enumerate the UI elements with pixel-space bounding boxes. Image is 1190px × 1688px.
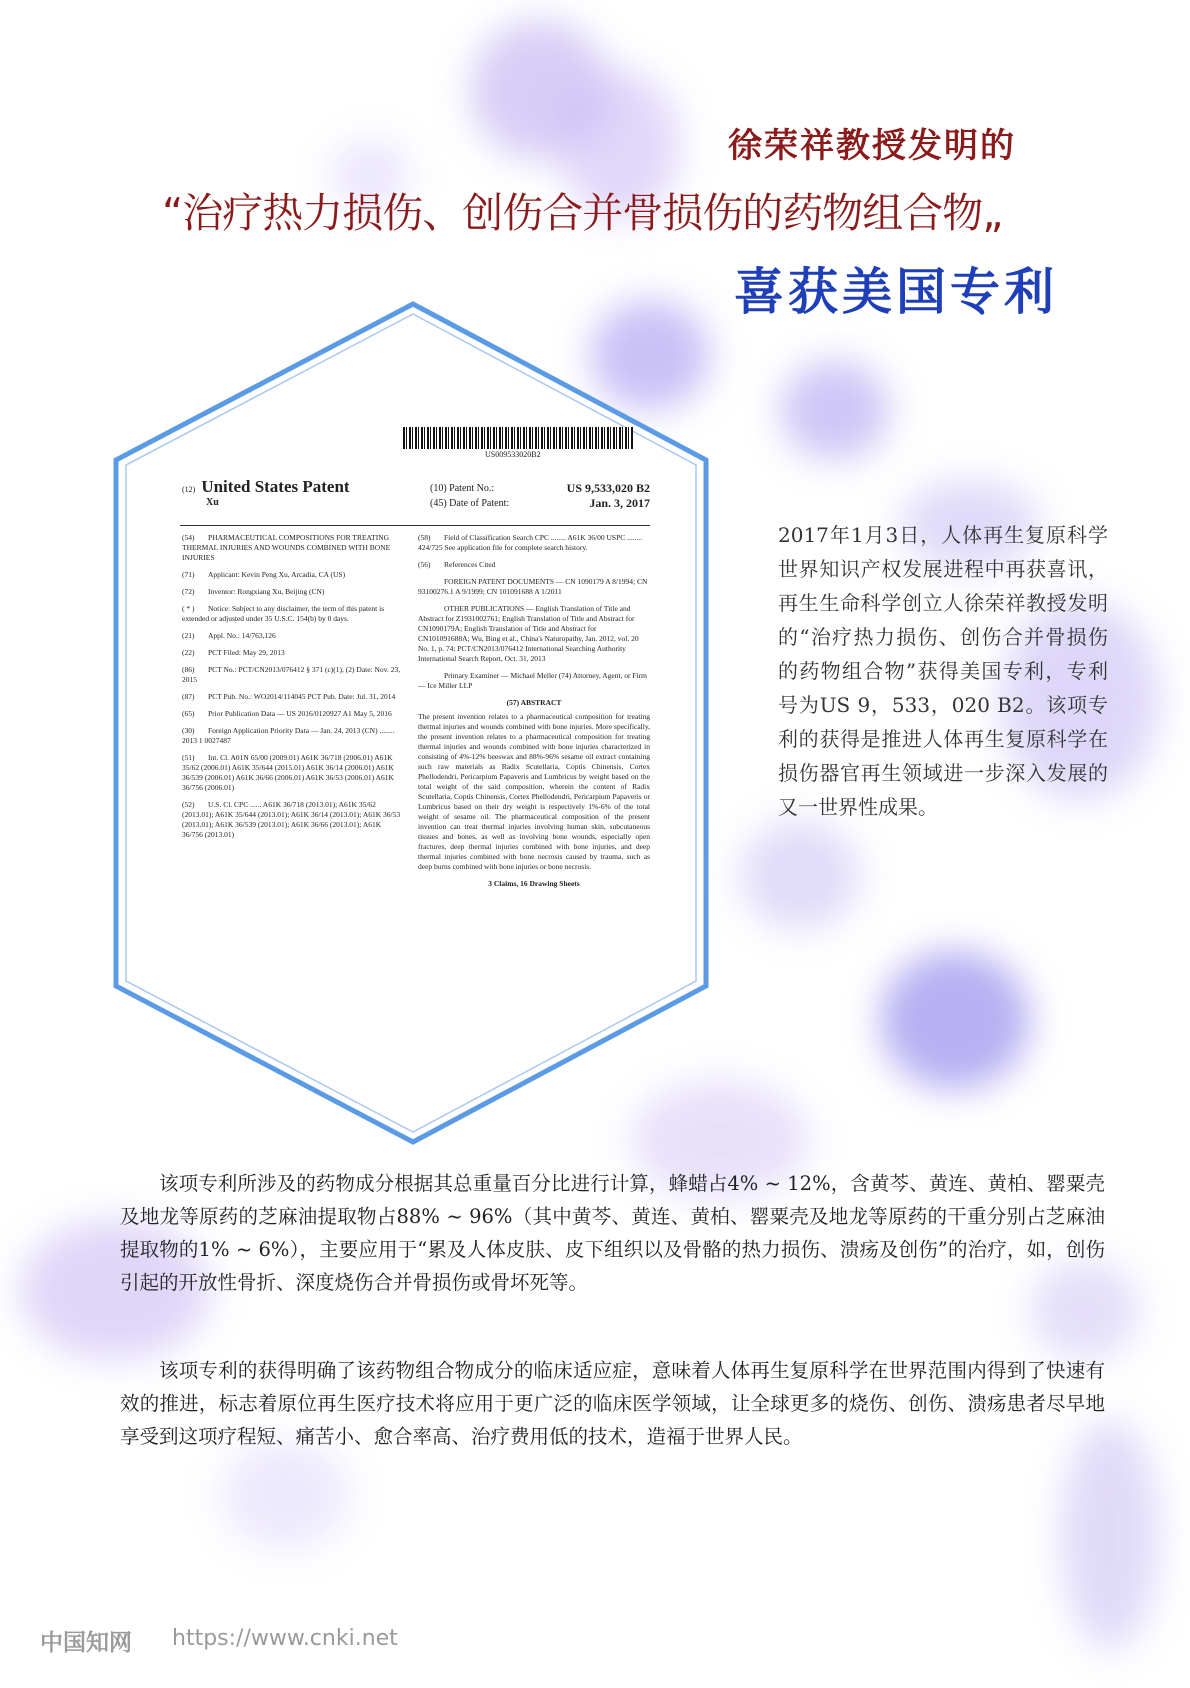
bg-blob (220, 1440, 350, 1550)
body-paragraph-2: 该项专利的获得明确了该药物组合物成分的临床适应症，意味着人体再生复原科学在世界范围内得到了快速有效的推进，标志着原位再生医疗技术将应用于更广泛的临床医学领域，让全球更多的烧伤、创伤、溃疡患者尽早地享受到这项疗程短、痛苦小、愈合率高、治疗费用低的技术，造福于世界人民。 (120, 1359, 1105, 1448)
title-line-1: 徐荣祥教授发明的 (728, 126, 1016, 166)
left-entry: (86) PCT No.: PCT/CN2013/076412 § 371 (c)(1), (2) Date: Nov. 23, 2015 (182, 665, 401, 684)
barcode (403, 427, 633, 449)
bg-blob (880, 950, 1030, 1090)
left-entry: (51) Int. Cl. A01N 65/00 (2009.01) A61K 36/718 (2006.01) A61K 35/62 (2006.01) A61K 35/644 (2015.01) A61K 36/14 (2006.01) A61K 36/539 (2006.01) A61K 36/66 (2006.01) A61K 36/53 (2006.01) A61K 36/756 (2006.01) (182, 753, 394, 792)
barcode-number: US009533020B2 (485, 450, 541, 459)
left-entry: ( * ) Notice: Subject to any disclaimer, the term of this patent is extended or adjusted under 35 U.S.C. 154(b) by 0 days. (182, 604, 385, 623)
left-entry: (87) PCT Pub. No.: WO2014/114045 PCT Pub. Date: Jul. 31, 2014 (182, 692, 396, 701)
right-entry: Primary Examiner — Michael Meller (74) Attorney, Agent, or Firm — Ice Miller LLP (418, 671, 648, 690)
left-entry: (22) PCT Filed: May 29, 2013 (182, 648, 285, 657)
left-entry: (54) PHARMACEUTICAL COMPOSITIONS FOR TREATING THERMAL INJURIES AND WOUNDS COMBINED WITH BONE INJURIES (182, 533, 391, 562)
heading-text: United States Patent (201, 477, 350, 496)
bg-blob (1060, 1420, 1160, 1650)
cnki-logo: 中国知网 (40, 1630, 132, 1656)
left-entry: (21) Appl. No.: 14/763,126 (182, 631, 276, 640)
heading-code: (12) (182, 485, 196, 494)
patent-date: Jan. 3, 2017 (589, 496, 650, 510)
right-entry: (56) References Cited (418, 560, 496, 569)
left-entry: (30) Foreign Application Priority Data — Jan. 24, 2013 (CN) ........ 2013 1 0027487 (182, 726, 395, 745)
abstract-text: The present invention relates to a pharmaceutical composition for treating thermal injuries and wounds combined with bone injuries. More specifically, the present invention relates to a pharmaceutical composition for treating thermal injuries and wounds combined with bone injuries characterized in consisting of 4%-12% beeswax and 88%-96% sesame oil extract containing such raw materials as Radix Scutellaria, Coptis Chinensis, Cortex Phellodendri, Pericarpium Papaveris and Lumbricus by weight based on the total weight of the said composition, wherein the content of Radix Scutellaria, Coptis Chinensis, Cortex Phellodendri, Pericarpium Papaveris or Lumbricus based on their dry weight is respectively 1%-6% of the total weight of sesame oil. The pharmaceutical composition of the present invention can treat thermal injuries involving human skin, subcutaneous tissues and bones, as well as involving bone wounds, especially open fractures, deep thermal injuries combined with bone injuries, and deep thermal injuries combined with bone necrosis caused by trauma, such as deep burns combined with bone injuries or bone necrosis. (418, 712, 650, 871)
bg-blob (740, 820, 860, 930)
left-entry: (65) Prior Publication Data — US 2016/0120927 A1 May 5, 2016 (182, 709, 392, 718)
header-rule (180, 525, 650, 526)
right-entry: (58) Field of Classification Search CPC ........ A61K 36/00 USPC ........ 424/725 See application file for complete search history. (418, 533, 643, 552)
left-entry: (71) Applicant: Kevin Peng Xu, Arcadia, CA (US) (182, 570, 346, 579)
date-label: (45) Date of Patent: (430, 498, 510, 509)
title-line-3: 喜获美国专利 (734, 263, 1058, 321)
left-entry: (72) Inventor: Rongxiang Xu, Beijing (CN) (182, 587, 325, 596)
patent-inventor-short: Xu (206, 497, 219, 508)
claims-line: 3 Claims, 16 Drawing Sheets (488, 879, 580, 888)
cnki-url[interactable]: https://www.cnki.net (172, 1626, 398, 1651)
right-entry: OTHER PUBLICATIONS — English Translation of Title and Abstract for Z1931002761; English Translation of Title and Abstract for CN1090179A; English Translation of Title and Abstract for CN101091688A; Wu, Bing et al., China's Naturopathy, Jan. 2012, vol. 20 No. 1, p. 74; PCT/CN2013/076412 International Searching Authority International Search Report, Oct. 31, 2013 (418, 604, 639, 663)
patent-left-column (182, 533, 402, 847)
body-paragraph-1: 该项专利所涉及的药物成分根据其总重量百分比进行计算，蜂蜡占4% ~ 12%，含黄芩、黄连、黄柏、罂粟壳及地龙等原药的芝麻油提取物占88% ~ 96%（其中黄芩、黄连、黄柏、罂粟壳及地龙等原药的干重分别占芝麻油提取物的1% ~ 6%），主要应用于“累及人体皮肤、皮下组织以及骨骼的热力损伤、溃疡及创伤”的治疗，如，创伤引起的开放性骨折、深度烧伤合并骨损伤或骨坏死等。 (120, 1172, 1105, 1294)
title-line-2: “治疗热力损伤、创伤合并骨损伤的药物组合物„ (162, 189, 1003, 237)
patent-right-column (418, 533, 650, 893)
left-entry: (52) U.S. Cl. CPC ...... A61K 36/718 (2013.01); A61K 35/62 (2013.01); A61K 35/644 (2013.01); A61K 36/14 (2013.01); A61K 36/53 (2013.01); A61K 36/539 (2013.01); A61K 36/66 (2013.01); A61K 36/756 (2013.01) (182, 800, 401, 839)
side-paragraph: 2017年1月3日，人体再生复原科学世界知识产权发展进程中再获喜讯，再生生命科学创立人徐荣祥教授发明的“治疗热力损伤、创伤合并骨损伤的药物组合物”获得美国专利，专利号为US 9，533，020 B2。该项专利的获得是推进人体再生复原科学在损伤器官再生领域进一步深入发展的又一世界性成果。 (778, 523, 1108, 819)
patent-heading (182, 477, 350, 497)
bg-blob (780, 360, 890, 460)
abstract-heading: (57) ABSTRACT (506, 698, 562, 707)
patent-document-image (180, 425, 650, 1035)
patent-number-block (430, 481, 650, 511)
right-entry: FOREIGN PATENT DOCUMENTS — CN 1090179 A 8/1994; CN 93100276.1 A 9/1999; CN 101091688 A 1/2011 (418, 577, 648, 596)
patent-no-label: (10) Patent No.: (430, 483, 495, 494)
patent-no: US 9,533,020 B2 (566, 481, 650, 495)
